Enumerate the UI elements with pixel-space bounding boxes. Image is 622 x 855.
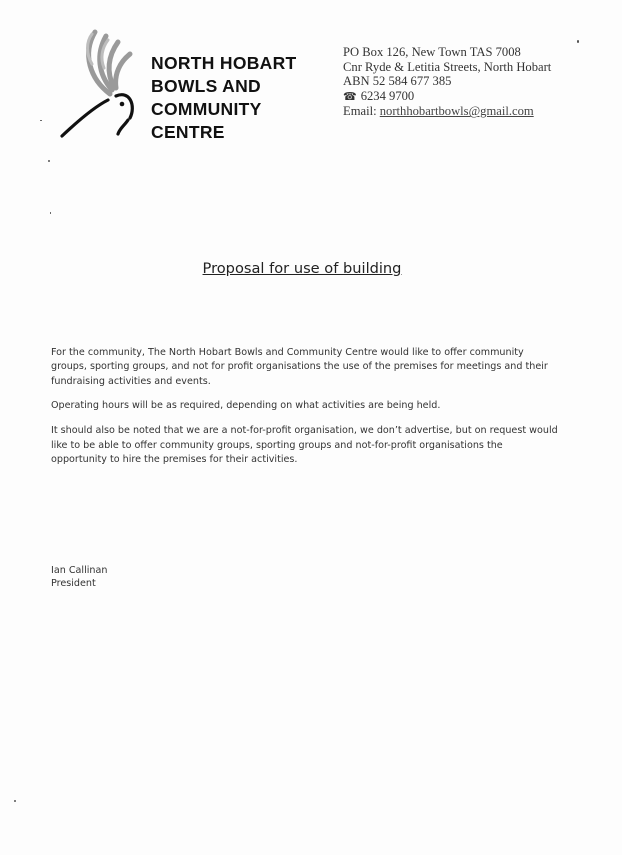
- email-line: [343, 104, 603, 119]
- paragraph: Operating hours will be as required, depending on what activities are being held.: [51, 400, 441, 412]
- phone-number: 6234 9700: [360, 88, 415, 103]
- signature-block: [51, 564, 107, 591]
- signatory-role: President: [51, 578, 96, 590]
- org-name-line: NORTH HOBART: [151, 53, 297, 73]
- email-label: Email:: [343, 104, 377, 119]
- contact-details: [343, 45, 603, 119]
- paragraph: It should also be noted that we are a not-for-profit organisation, we don’t advertise, but on request would like to be able to offer community groups, sporting groups and not-for-profit organisations the opportunity to hire the premises for their activities.: [51, 425, 558, 465]
- scan-speck: [14, 800, 16, 802]
- telephone-icon: ☎: [343, 90, 357, 103]
- street-address: Cnr Ryde & Letitia Streets, North Hobart: [343, 59, 552, 74]
- document-title: Proposal for use of building: [202, 260, 402, 277]
- document-body: [51, 346, 561, 478]
- email-link[interactable]: northhobartbowls@gmail.com: [379, 104, 534, 119]
- org-name-line: COMMUNITY: [151, 99, 262, 119]
- organisation-name: [151, 52, 321, 144]
- scan-speck: [50, 212, 51, 214]
- abn-number: ABN 52 584 677 385: [343, 74, 452, 89]
- org-name-line: CENTRE: [151, 122, 225, 142]
- scan-speck: [40, 120, 42, 121]
- scan-speck: [577, 40, 579, 43]
- po-box-address: PO Box 126, New Town TAS 7008: [343, 45, 521, 59]
- phone-line: [343, 89, 603, 105]
- cockatoo-logo-icon: [40, 24, 150, 144]
- paragraph: For the community, The North Hobart Bowls and Community Centre would like to offer community groups, sporting groups, and not for profit organisations the use of the premises for meetings and their fundraising activities and events.: [51, 347, 548, 387]
- signatory-name: Ian Callinan: [51, 565, 108, 576]
- org-name-line: BOWLS AND: [151, 76, 261, 96]
- scan-speck: [48, 160, 50, 162]
